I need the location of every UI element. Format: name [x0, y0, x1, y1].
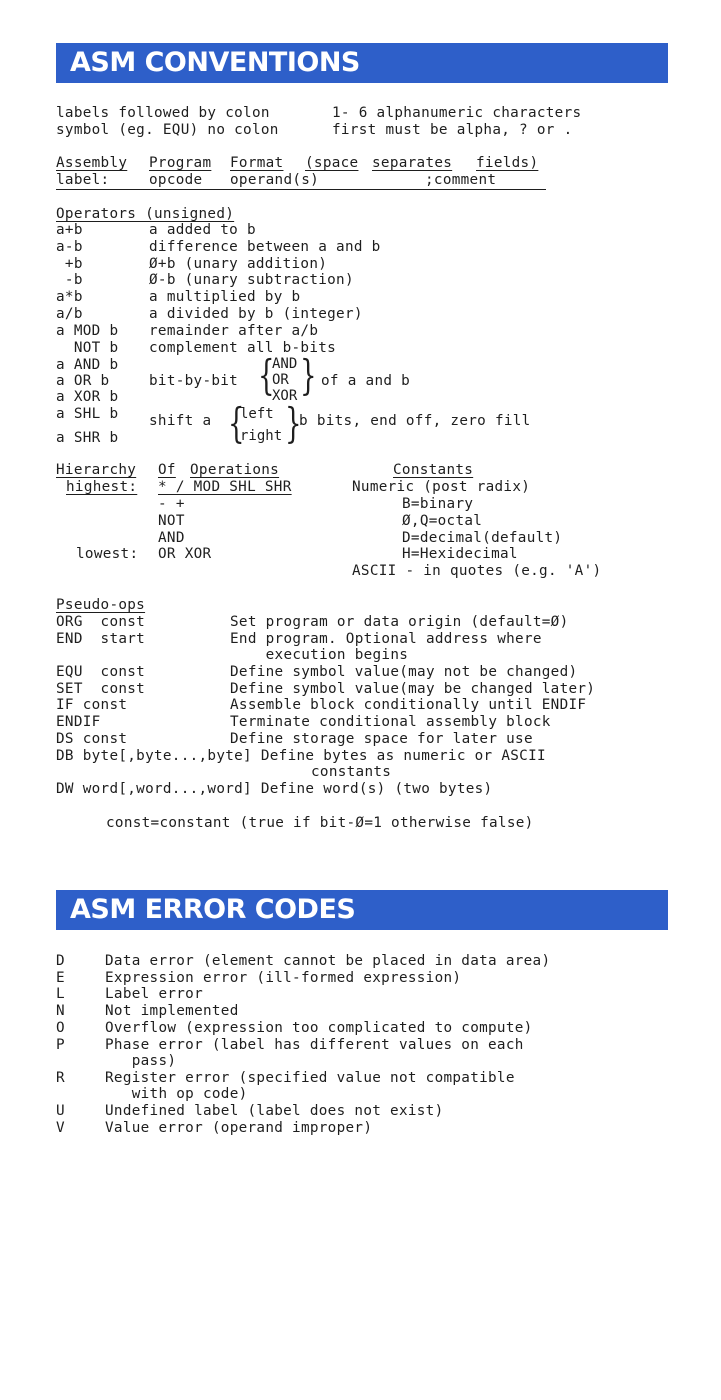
constants-radix: H=Hexidecimal [402, 546, 518, 562]
error-code: U [56, 1103, 65, 1119]
pseudo-op: SET const [56, 681, 146, 697]
hierarchy-ops-lowest: OR XOR [158, 546, 212, 562]
hierarchy-ops: - + [158, 496, 185, 512]
error-code: R [56, 1070, 65, 1086]
shift-choice-left: left [240, 406, 274, 422]
pseudo-op: ORG const [56, 614, 146, 630]
pseudo-op-desc: Define symbol value(may be changed later) [230, 681, 596, 697]
pseudo-op-desc: execution begins [230, 647, 409, 663]
format-field-comment: ;comment [425, 172, 497, 188]
hierarchy-heading-3: Operations [190, 462, 280, 478]
constants-radix: B=binary [402, 496, 474, 512]
format-field-operand: operand(s) [230, 172, 320, 188]
operator-shl: a SHL b [56, 406, 119, 422]
format-field-opcode: opcode [149, 172, 203, 188]
pseudo-op-desc: Assemble block conditionally until ENDIF [230, 697, 587, 713]
hierarchy-level-lowest: lowest: [76, 546, 139, 562]
pseudo-op-desc: Define storage space for later use [230, 731, 533, 747]
error-code: D [56, 953, 65, 969]
hierarchy-heading-1: Hierarchy [56, 462, 137, 478]
error-desc: Label error [105, 986, 203, 1002]
format-header-space: (space [305, 155, 359, 171]
error-desc: Register error (specified value not compatible [105, 1070, 515, 1086]
constants-numeric: Numeric (post radix) [352, 479, 531, 495]
errors-banner: ASM ERROR CODES [56, 890, 668, 930]
bit-choice-and: AND [272, 356, 298, 372]
error-desc: Not implemented [105, 1003, 239, 1019]
operator-and: a AND b [56, 357, 119, 373]
error-code: P [56, 1037, 65, 1053]
error-desc: Value error (operand improper) [105, 1120, 373, 1136]
pseudo-ops-heading: Pseudo-ops [56, 597, 146, 613]
pseudo-op: IF const [56, 697, 128, 713]
format-field-label: label: [56, 172, 110, 188]
conventions-banner: ASM CONVENTIONS [56, 43, 668, 83]
hierarchy-heading-2: Of [158, 462, 176, 478]
shift-tail: b bits, end off, zero fill [299, 413, 531, 429]
operator-row: NOT b [56, 340, 119, 356]
bit-by-bit-label: bit-by-bit [149, 373, 239, 389]
pseudo-op-desc: Set program or data origin (default=Ø) [230, 614, 569, 630]
error-desc: Undefined label (label does not exist) [105, 1103, 444, 1119]
intro-symbol-left: symbol (eg. EQU) no colon [56, 122, 279, 138]
pseudo-op-desc: Define symbol value(may not be changed) [230, 664, 578, 680]
operator-xor: a XOR b [56, 389, 119, 405]
bit-tail: of a and b [321, 373, 411, 389]
error-code: O [56, 1020, 65, 1036]
pseudo-op-dw: DW word[,word...,word] Define word(s) (two bytes) [56, 781, 493, 797]
error-code: N [56, 1003, 65, 1019]
error-desc: Overflow (expression too complicated to compute) [105, 1020, 533, 1036]
error-code: L [56, 986, 65, 1002]
operator-row: a+b [56, 222, 83, 238]
operator-desc: Ø+b (unary addition) [149, 256, 328, 272]
operator-row: a*b [56, 289, 83, 305]
format-header-separates: separates [372, 155, 453, 171]
pseudo-op-db-cont: constants [311, 764, 392, 780]
hierarchy-ops: AND [158, 530, 185, 546]
shift-label: shift a [149, 413, 212, 429]
format-header-program: Program [149, 155, 212, 171]
bit-choice-xor: XOR [272, 388, 298, 404]
intro-labels-right: 1- 6 alphanumeric characters [332, 105, 582, 121]
hierarchy-level-highest: highest: [66, 479, 138, 495]
operator-or: a OR b [56, 373, 110, 389]
error-code: V [56, 1120, 65, 1136]
operator-row: a-b [56, 239, 83, 255]
left-brace-icon: { [258, 352, 275, 401]
const-note: const=constant (true if bit-Ø=1 otherwise false) [106, 815, 534, 831]
error-desc: with op code) [105, 1086, 248, 1102]
operator-row: +b [56, 256, 83, 272]
hierarchy-ops: NOT [158, 513, 185, 529]
bit-choice-or: OR [272, 372, 289, 388]
operator-row: a/b [56, 306, 83, 322]
format-header-format: Format [230, 155, 284, 171]
format-header-fields: fields) [476, 155, 539, 171]
pseudo-op: DS const [56, 731, 128, 747]
operator-desc: a divided by b (integer) [149, 306, 363, 322]
pseudo-op: EQU const [56, 664, 146, 680]
operator-desc: complement all b-bits [149, 340, 337, 356]
constants-radix: Ø,Q=octal [402, 513, 483, 529]
error-code: E [56, 970, 65, 986]
operator-desc: a multiplied by b [149, 289, 301, 305]
operator-desc: Ø-b (unary subtraction) [149, 272, 354, 288]
operator-desc: a added to b [149, 222, 256, 238]
error-desc: Data error (element cannot be placed in data area) [105, 953, 551, 969]
error-desc: Expression error (ill-formed expression) [105, 970, 462, 986]
operator-row: a MOD b [56, 323, 119, 339]
operator-desc: difference between a and b [149, 239, 381, 255]
hierarchy-ops-highest: * / MOD SHL SHR [158, 479, 292, 495]
operators-heading: Operators (unsigned) [56, 206, 235, 222]
intro-labels-left: labels followed by colon [56, 105, 270, 121]
error-desc: pass) [105, 1053, 177, 1069]
shift-choice-right: right [240, 428, 283, 444]
operator-row: -b [56, 272, 83, 288]
pseudo-op-desc: End program. Optional address where [230, 631, 542, 647]
format-header-assembly: Assembly [56, 155, 128, 171]
left-brace-icon: { [228, 400, 245, 449]
pseudo-op: ENDIF [56, 714, 101, 730]
pseudo-op-db: DB byte[,byte...,byte] Define bytes as numeric or ASCII [56, 748, 546, 764]
intro-symbol-right: first must be alpha, ? or . [332, 122, 573, 138]
constants-radix: D=decimal(default) [402, 530, 563, 546]
right-brace-icon: } [285, 400, 302, 449]
error-desc: Phase error (label has different values on each [105, 1037, 524, 1053]
format-divider [56, 189, 546, 190]
operator-shr: a SHR b [56, 430, 119, 446]
pseudo-op-desc: Terminate conditional assembly block [230, 714, 551, 730]
constants-heading: Constants [393, 462, 474, 478]
constants-ascii: ASCII - in quotes (e.g. 'A') [352, 563, 602, 579]
right-brace-icon: } [300, 352, 317, 401]
pseudo-op: END start [56, 631, 146, 647]
operator-desc: remainder after a/b [149, 323, 319, 339]
